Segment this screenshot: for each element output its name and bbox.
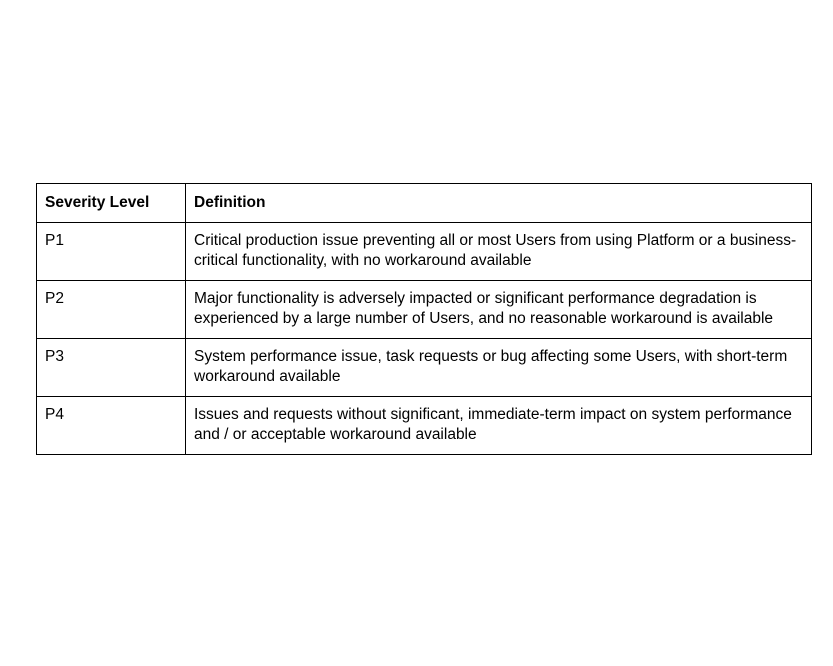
definition-cell [186,281,812,339]
header-severity-level: Severity Level [37,184,186,223]
definition-text: Major functionality is adversely impacted or significant performance degradation is experienced by a large number of Users, and no reasonable workaround is available [194,290,774,327]
definition-cell [186,397,812,455]
definition-text: Issues and requests without significant, immediate-term impact on system performance and / or acceptable workaround available [194,406,792,443]
table-row-p3 [37,339,812,397]
definition-cell [186,223,812,281]
severity-level-cell: P4 [37,397,186,455]
severity-level-cell: P2 [37,281,186,339]
header-definition: Definition [186,184,812,223]
table-row-p1 [37,223,812,281]
table-row-p2 [37,281,812,339]
table-header [37,184,812,223]
definition-text: System performance issue, task requests or bug affecting some Users, with short-term workaround available [194,348,788,385]
header-row [37,184,812,223]
severity-level-cell: P1 [37,223,186,281]
severity-level-cell: P3 [37,339,186,397]
definition-cell [186,339,812,397]
table-body [37,223,812,455]
severity-level-table [36,183,812,455]
table-row-p4 [37,397,812,455]
definition-text: Critical production issue preventing all or most Users from using Platform or a business-critical functionality, with no workaround available [194,232,797,269]
